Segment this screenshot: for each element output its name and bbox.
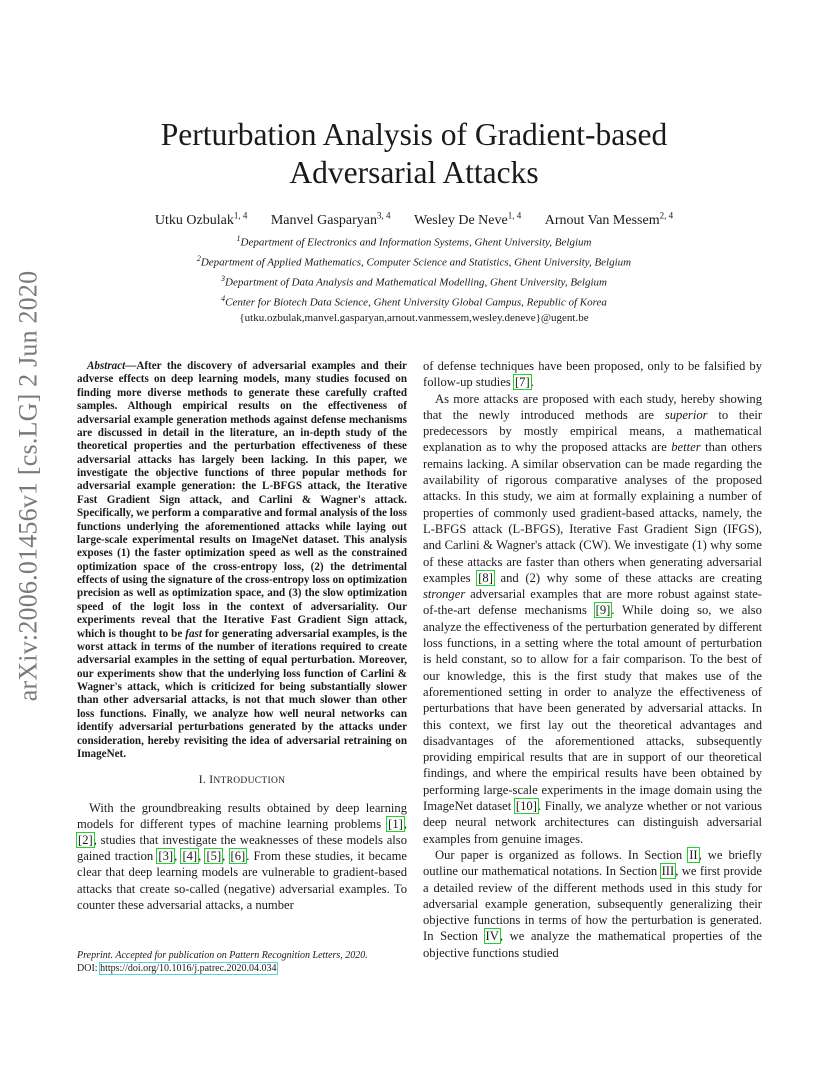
citation-link[interactable]: [5]	[206, 849, 222, 864]
abstract	[77, 360, 407, 761]
author-name: Manvel Gasparyan	[270, 212, 377, 228]
abstract-text: for generating adversarial examples, is the worst attack in terms of the number of iterations required to create adversarial examples in the setting of equal perturbation. Moreover, our experiments show that the underlying loss function of Carlini & Wagner's attack, which is criticized for being substantially slower than other adversarial attacks, is not that much slower than other loss functions. Finally, we analyze how well neural networks can identify adversarial perturbations generated by the attacks under consideration, hereby revisiting the idea of adversarial retraining on ImageNet.	[77, 627, 407, 760]
author	[544, 210, 674, 228]
author-affil-sup: 1, 4	[233, 210, 248, 220]
author	[414, 210, 522, 228]
affil-sup: 4	[221, 294, 226, 304]
text: to their predecessors by mostly empirical means, a mathematical explanation as to why the proposed attacks are	[423, 407, 763, 455]
doi-link[interactable]: https://doi.org/10.1016/j.patrec.2020.04.034	[100, 963, 277, 974]
abstract-dash: —	[125, 360, 137, 372]
citation-link[interactable]: [2]	[78, 832, 93, 847]
affiliation	[100, 271, 728, 291]
section-link[interactable]: II	[689, 847, 698, 862]
citation-link[interactable]: [9]	[595, 603, 611, 618]
section-link[interactable]: IV	[485, 929, 499, 944]
section-heading-introduction	[77, 773, 407, 789]
author-name: Wesley De Neve	[414, 212, 508, 228]
title-line-1: Perturbation Analysis of Gradient-based	[160, 117, 668, 152]
intro-paragraph	[77, 800, 407, 913]
affil-text: Department of Data Analysis and Mathematical Modelling, Ghent University, Belgium	[225, 276, 607, 289]
text: than others remains lacking. A similar observation can be made regarding the availability of rigorous comparative analyses of the proposed attacks. In this study, we aim at formally explaining a number of properties of commonly used gradient-based attacks, namely, the L-BFGS attack (L-BFGS), Iterative Fast Gradient Sign (IFGS), and Carlini & Wagner's attack (CW). We investigate (1) why some of these attacks are faster than others when generating adversarial examples	[423, 440, 762, 585]
text: As more attacks are proposed with each study, hereby showing that the newly introduced methods are	[423, 391, 762, 422]
right-column	[423, 358, 762, 961]
author-affil-sup: 1, 4	[507, 210, 522, 220]
arxiv-id: arXiv:2006.01456v1 [cs.LG] 2 Jun 2020	[13, 270, 43, 702]
title-line-2: Adversarial Attacks	[289, 155, 539, 190]
abstract-label: Abstract	[87, 360, 126, 372]
text: of defense techniques have been proposed, only to be falsified by follow-up studies	[423, 359, 762, 390]
affiliation	[100, 231, 728, 251]
affil-text: Department of Applied Mathematics, Computer Science and Statistics, Ghent University, Belgium	[200, 256, 632, 269]
affil-text: Center for Biotech Data Science, Ghent University Global Campus, Republic of Korea	[225, 296, 607, 309]
citation-link[interactable]: [6]	[230, 849, 246, 864]
affiliation	[100, 291, 728, 311]
arxiv-sidebar	[6, 270, 50, 702]
text: adversarial examples that are more robust against state-of-the-art defense mechanisms	[423, 587, 762, 618]
text: Our paper is organized as follows. In Section	[435, 847, 689, 862]
left-column	[77, 360, 407, 913]
text: ,	[403, 816, 407, 831]
affil-text: Department of Electronics and Information Systems, Ghent University, Belgium	[240, 236, 592, 249]
citation-link[interactable]: [3]	[158, 849, 174, 864]
text: . While doing so, we also analyze the effectiveness of the perturbation generated by different loss functions, in a setting where the total amount of perturbation is held constant, so to allow for a fair comparison. To the best of our knowledge, this is the first study that makes use of the aforementioned setting in order to analyze the effectiveness of perturbations that have been generated by adversarial attacks. In this context, we first lay out the theoretical advantages and disadvantages of the aforementioned attacks, subsequently providing empirical results that are in support of our theoretical findings, and where the empirical results have been obtained by performing large-scale experiments in the image domain using the ImageNet dataset	[423, 603, 762, 814]
section-title-initial: I	[209, 774, 214, 787]
text: ,	[222, 849, 230, 864]
paper-title	[100, 116, 728, 192]
author-affil-sup: 3, 4	[377, 210, 391, 220]
doi-label: DOI:	[77, 963, 101, 974]
text: .	[530, 375, 534, 390]
section-title-rest: NTRODUCTION	[213, 776, 286, 787]
citation-link[interactable]: [10]	[515, 799, 537, 814]
footnote	[77, 949, 407, 975]
emphasis: stronger	[423, 587, 466, 602]
text: . Finally, we analyze whether or not various deep neural network architectures can distinguish adversarial examples from genuine images.	[423, 799, 762, 846]
text: , studies that investigate the weaknesses of these models also gained traction	[77, 832, 407, 864]
section-number: I.	[198, 774, 210, 787]
affiliations	[100, 231, 728, 327]
body-paragraph	[423, 358, 762, 391]
author	[154, 210, 248, 228]
text: , we first provide a detailed review of the different methods used in this study for adversarial example generation, subsequently generalizing their objective functions in terms of how the perturbation is generated. In Section	[423, 864, 762, 944]
author-affil-sup: 2, 4	[659, 210, 674, 220]
body-paragraph	[423, 391, 762, 847]
citation-link[interactable]: [7]	[514, 375, 530, 390]
body-paragraph	[423, 847, 762, 961]
footnote-text: Preprint. Accepted for publication on Pattern Recognition Letters, 2020.	[77, 950, 368, 961]
author-list	[100, 210, 728, 229]
affiliation	[100, 251, 728, 271]
citation-link[interactable]: [1]	[388, 816, 403, 831]
affil-sup: 3	[221, 274, 225, 284]
text: , we briefly outline our mathematical notations. In Section	[423, 847, 763, 879]
text: ,	[198, 849, 206, 864]
emphasis: superior	[664, 407, 708, 422]
author-emails: {utku.ozbulak,manvel.gasparyan,arnout.vanmessem,wesley.deneve}@ugent.be	[239, 312, 589, 325]
text: ,	[174, 849, 182, 864]
citation-link[interactable]: [8]	[478, 570, 493, 585]
author	[270, 210, 391, 228]
affil-sup: 2	[196, 254, 201, 264]
emphasis: better	[671, 440, 701, 455]
affil-sup: 1	[236, 234, 241, 243]
text: , we analyze the mathematical properties of the objective functions studied	[423, 929, 762, 960]
introduction	[77, 800, 407, 913]
text: and (2) why some of these attacks are creating	[493, 570, 762, 585]
citation-link[interactable]: [4]	[182, 849, 198, 864]
section-link[interactable]: III	[661, 864, 675, 879]
abstract-text: After the discovery of adversarial examples and their adverse effects on deep learning models, many studies focused on finding more diverse methods to generate these carefully crafted samples. Although empirical results on the effectiveness of adversarial example generation methods against defense mechanisms are discussed in detail in the literature, an in-depth study of the theoretical properties and the perturbation effectiveness of these adversarial attacks has largely been lacking. In this paper, we investigate the objective functions of three popular methods for adversarial example generation: the L-BFGS attack, the Iterative Fast Gradient Sign attack, and Carlini & Wagner's attack. Specifically, we perform a comparative and formal analysis of the loss functions underlying the aforementioned attacks while laying out large-scale experimental results on ImageNet dataset. This analysis exposes (1) the faster optimization speed as well as the constrained optimization space of the cross-entropy loss, (2) the detrimental effects of using the signature of the cross-entropy loss on optimization precision as well as optimization space, and (3) the slow optimization speed of the logit loss in the context of adversariality. Our experiments reveal that the Iterative Fast Gradient Sign attack, which is thought to be	[77, 360, 408, 640]
author-name: Arnout Van Messem	[544, 212, 660, 228]
abstract-emphasis: fast	[185, 627, 202, 640]
text: . From these studies, it became clear that deep learning models are vulnerable to gradient-based attacks that create so-called (negative) adversarial examples. To counter these adversarial attacks, a number	[77, 849, 408, 912]
author-name: Utku Ozbulak	[154, 212, 234, 228]
text: With the groundbreaking results obtained by deep learning models for different types of machine learning problems	[77, 800, 407, 831]
